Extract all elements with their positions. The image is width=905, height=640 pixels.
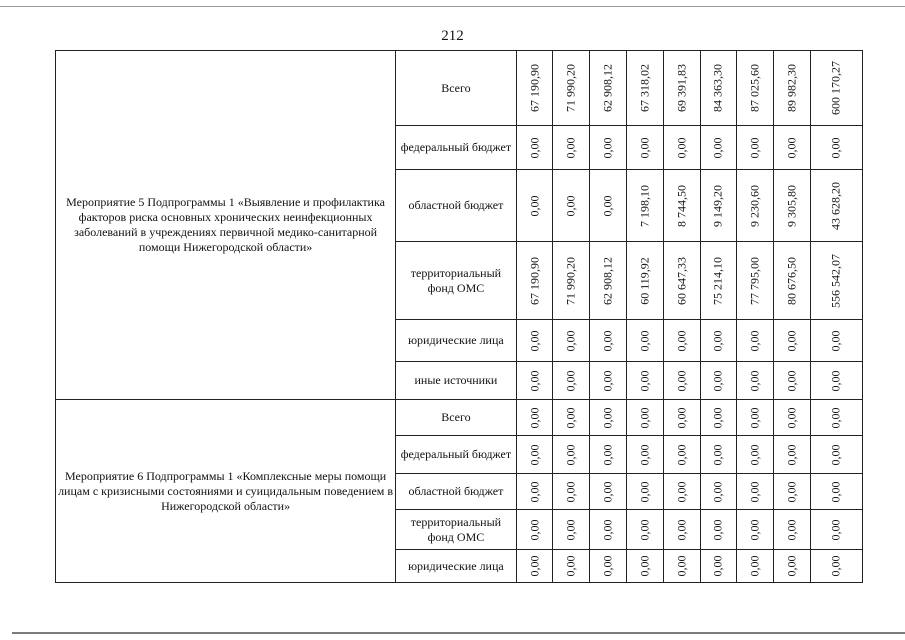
value-text: 60 647,33 (674, 256, 689, 305)
value-cell (700, 170, 737, 242)
value-text: 0,00 (600, 137, 615, 158)
value-text: 62 908,12 (600, 64, 615, 112)
value-cell (626, 474, 663, 510)
value-text: 0,00 (527, 330, 542, 351)
value-text: 0,00 (674, 481, 689, 502)
value-text: 0,00 (710, 444, 725, 465)
value-text: 0,00 (600, 370, 615, 391)
value-cell (663, 126, 700, 170)
value-cell (774, 550, 811, 583)
value-cell (516, 436, 553, 474)
value-text: 0,00 (710, 370, 725, 391)
value-text: 0,00 (600, 330, 615, 351)
value-text: 0,00 (637, 444, 652, 465)
value-cell (774, 362, 811, 400)
value-cell (516, 320, 553, 362)
value-cell (737, 242, 774, 320)
value-text: 60 119,92 (637, 256, 652, 305)
value-text: 0,00 (600, 555, 615, 577)
value-cell (663, 400, 700, 436)
value-cell (774, 170, 811, 242)
value-cell (810, 242, 862, 320)
value-cell (626, 550, 663, 583)
value-text: 0,00 (563, 137, 578, 158)
value-cell (626, 400, 663, 436)
value-cell (663, 510, 700, 550)
value-cell (590, 510, 627, 550)
value-cell (553, 400, 590, 436)
value-cell (663, 51, 700, 126)
value-text: 67 318,02 (637, 64, 652, 112)
value-text: 0,00 (828, 555, 843, 577)
value-cell (626, 362, 663, 400)
value-cell (590, 320, 627, 362)
value-cell (626, 51, 663, 126)
value-text: 75 214,10 (710, 256, 725, 305)
measure-title: Мероприятие 6 Подпрограммы 1 «Комплексные меры помощи лицам с кризисными состояниями и суицидальным поведением в Нижегородской области» (56, 400, 396, 583)
funding-source-label: областной бюджет (396, 474, 517, 510)
value-cell (700, 400, 737, 436)
scan-edge-top (0, 6, 905, 7)
value-text: 0,00 (563, 407, 578, 428)
value-text: 43 628,20 (828, 181, 843, 230)
value-text: 0,00 (747, 555, 762, 577)
value-text: 87 025,60 (747, 64, 762, 112)
value-text: 84 363,30 (710, 64, 725, 112)
value-cell (810, 362, 862, 400)
value-text: 0,00 (747, 330, 762, 351)
value-cell (810, 170, 862, 242)
value-cell (737, 436, 774, 474)
value-text: 62 908,12 (600, 256, 615, 305)
value-text: 0,00 (674, 330, 689, 351)
value-text: 0,00 (637, 137, 652, 158)
value-text: 0,00 (674, 555, 689, 577)
value-cell (516, 400, 553, 436)
value-cell (553, 242, 590, 320)
value-text: 0,00 (527, 519, 542, 540)
value-text: 0,00 (828, 407, 843, 428)
value-text: 0,00 (563, 195, 578, 216)
value-text: 8 744,50 (674, 184, 689, 227)
value-text: 71 990,20 (563, 256, 578, 305)
value-text: 0,00 (747, 519, 762, 540)
value-text: 0,00 (747, 481, 762, 502)
value-cell (553, 550, 590, 583)
value-cell (626, 436, 663, 474)
value-cell (590, 436, 627, 474)
value-cell (516, 126, 553, 170)
value-text: 0,00 (674, 137, 689, 158)
value-text: 0,00 (527, 407, 542, 428)
value-cell (663, 242, 700, 320)
value-cell (553, 362, 590, 400)
value-cell (626, 242, 663, 320)
value-cell (516, 474, 553, 510)
value-cell (700, 51, 737, 126)
value-text: 0,00 (637, 370, 652, 391)
value-cell (774, 126, 811, 170)
value-cell (737, 320, 774, 362)
value-cell (737, 474, 774, 510)
value-cell (737, 510, 774, 550)
value-text: 0,00 (527, 370, 542, 391)
value-cell (626, 320, 663, 362)
value-text: 0,00 (637, 407, 652, 428)
value-cell (590, 170, 627, 242)
value-text: 7 198,10 (637, 184, 652, 227)
value-cell (737, 51, 774, 126)
value-cell (553, 510, 590, 550)
value-text: 0,00 (563, 330, 578, 351)
value-cell (700, 550, 737, 583)
value-text: 89 982,30 (784, 64, 799, 112)
value-text: 0,00 (527, 137, 542, 158)
value-text: 0,00 (828, 481, 843, 502)
value-text: 0,00 (710, 481, 725, 502)
table-row (56, 400, 863, 436)
value-cell (553, 126, 590, 170)
funding-source-label: территориальный фонд ОМС (396, 242, 517, 320)
value-text: 556 542,07 (828, 253, 843, 308)
funding-source-label: Всего (396, 51, 517, 126)
value-text: 0,00 (710, 407, 725, 428)
value-cell (774, 400, 811, 436)
value-text: 0,00 (600, 444, 615, 465)
value-text: 0,00 (674, 370, 689, 391)
value-cell (810, 51, 862, 126)
value-text: 0,00 (828, 370, 843, 391)
value-cell (810, 510, 862, 550)
value-cell (590, 126, 627, 170)
value-cell (774, 320, 811, 362)
value-text: 0,00 (637, 330, 652, 351)
value-cell (553, 170, 590, 242)
value-cell (810, 436, 862, 474)
value-text: 0,00 (710, 330, 725, 351)
value-cell (663, 436, 700, 474)
funding-source-label: юридические лица (396, 320, 517, 362)
value-text: 0,00 (828, 444, 843, 465)
value-text: 9 149,20 (710, 184, 725, 227)
value-cell (553, 436, 590, 474)
value-text: 600 170,27 (828, 61, 843, 115)
value-text: 71 990,20 (563, 64, 578, 112)
value-text: 0,00 (784, 407, 799, 428)
value-text: 0,00 (527, 481, 542, 502)
value-cell (516, 550, 553, 583)
value-text: 0,00 (784, 137, 799, 158)
funding-source-label: территориальный фонд ОМС (396, 510, 517, 550)
value-cell (626, 510, 663, 550)
funding-source-label: федеральный бюджет (396, 436, 517, 474)
funding-table (55, 50, 863, 583)
value-cell (810, 474, 862, 510)
value-cell (626, 126, 663, 170)
scan-edge-bottom (12, 632, 905, 634)
value-cell (553, 474, 590, 510)
value-text: 0,00 (674, 519, 689, 540)
value-cell (590, 362, 627, 400)
value-cell (700, 362, 737, 400)
value-cell (590, 242, 627, 320)
value-text: 0,00 (784, 519, 799, 540)
page-number: 212 (441, 28, 464, 44)
funding-source-label: Всего (396, 400, 517, 436)
value-text: 0,00 (637, 481, 652, 502)
value-text: 0,00 (563, 481, 578, 502)
value-cell (700, 242, 737, 320)
value-cell (516, 242, 553, 320)
value-text: 0,00 (527, 195, 542, 216)
value-cell (663, 362, 700, 400)
value-cell (590, 550, 627, 583)
value-text: 0,00 (747, 444, 762, 465)
value-cell (774, 436, 811, 474)
value-text: 9 230,60 (747, 184, 762, 227)
value-text: 0,00 (600, 195, 615, 216)
value-text: 0,00 (563, 519, 578, 540)
value-text: 0,00 (747, 370, 762, 391)
value-cell (810, 400, 862, 436)
funding-source-label: иные источники (396, 362, 517, 400)
value-text: 0,00 (828, 137, 843, 158)
value-cell (590, 51, 627, 126)
value-cell (737, 126, 774, 170)
value-cell (737, 170, 774, 242)
value-text: 80 676,50 (784, 256, 799, 305)
value-cell (810, 550, 862, 583)
value-text: 0,00 (637, 555, 652, 577)
value-text: 0,00 (710, 519, 725, 540)
value-cell (663, 320, 700, 362)
value-cell (553, 51, 590, 126)
value-cell (810, 126, 862, 170)
value-cell (626, 170, 663, 242)
value-text: 0,00 (563, 370, 578, 391)
value-cell (700, 126, 737, 170)
value-text: 0,00 (710, 137, 725, 158)
value-text: 0,00 (784, 444, 799, 465)
value-cell (774, 474, 811, 510)
funding-source-label: федеральный бюджет (396, 126, 517, 170)
value-text: 0,00 (600, 519, 615, 540)
value-cell (590, 400, 627, 436)
value-cell (516, 510, 553, 550)
funding-table-body (56, 51, 863, 583)
value-text: 9 305,80 (784, 184, 799, 227)
value-cell (516, 362, 553, 400)
value-text: 0,00 (784, 330, 799, 351)
value-text: 0,00 (674, 444, 689, 465)
value-text: 0,00 (600, 481, 615, 502)
value-text: 0,00 (784, 370, 799, 391)
value-text: 67 190,90 (527, 256, 542, 305)
value-text: 77 795,00 (747, 256, 762, 305)
table-row (56, 51, 863, 126)
value-text: 69 391,83 (674, 64, 689, 112)
value-text: 0,00 (527, 555, 542, 577)
value-text: 0,00 (747, 407, 762, 428)
measure-title: Мероприятие 5 Подпрограммы 1 «Выявление и профилактика факторов риска основных хронических неинфекционных заболеваний в учреждениях первичной медико-санитарной помощи Нижегородской области» (56, 51, 396, 400)
value-cell (774, 242, 811, 320)
value-text: 0,00 (784, 555, 799, 577)
value-text: 0,00 (563, 444, 578, 465)
value-cell (516, 170, 553, 242)
value-cell (700, 436, 737, 474)
value-text: 0,00 (563, 555, 578, 577)
value-cell (700, 320, 737, 362)
value-cell (663, 170, 700, 242)
value-text: 0,00 (527, 444, 542, 465)
value-text: 0,00 (784, 481, 799, 502)
value-cell (737, 362, 774, 400)
value-cell (663, 474, 700, 510)
value-text: 67 190,90 (527, 64, 542, 112)
funding-source-label: областной бюджет (396, 170, 517, 242)
value-cell (663, 550, 700, 583)
value-text: 0,00 (600, 407, 615, 428)
value-cell (774, 51, 811, 126)
funding-source-label: юридические лица (396, 550, 517, 583)
value-cell (553, 320, 590, 362)
value-text: 0,00 (674, 407, 689, 428)
value-text: 0,00 (828, 519, 843, 540)
value-cell (737, 550, 774, 583)
value-cell (590, 474, 627, 510)
value-cell (774, 510, 811, 550)
value-text: 0,00 (747, 137, 762, 158)
value-cell (737, 400, 774, 436)
value-text: 0,00 (637, 519, 652, 540)
value-cell (810, 320, 862, 362)
value-text: 0,00 (710, 555, 725, 577)
value-cell (700, 510, 737, 550)
value-cell (700, 474, 737, 510)
value-text: 0,00 (828, 330, 843, 351)
value-cell (516, 51, 553, 126)
